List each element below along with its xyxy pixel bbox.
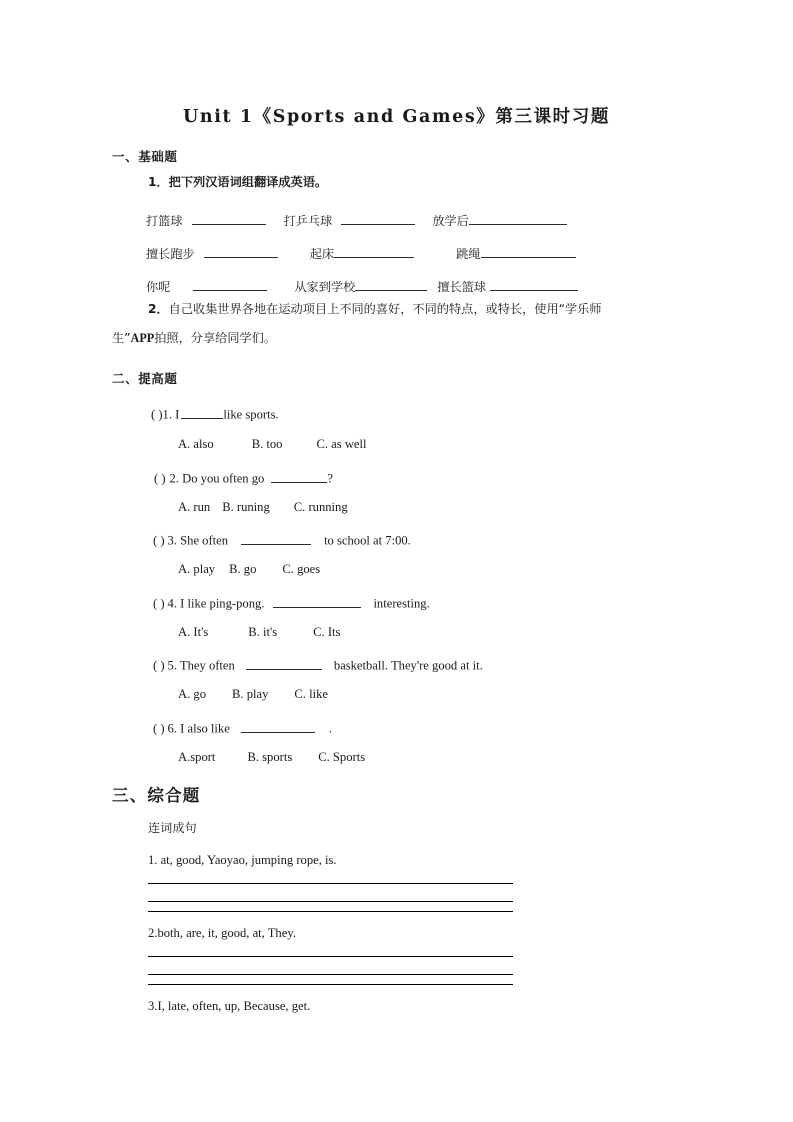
vocab-answer-blank[interactable] <box>481 246 576 258</box>
answer-line[interactable] <box>148 911 513 912</box>
option-b[interactable]: B. play <box>232 687 269 701</box>
question-blank[interactable] <box>271 470 327 483</box>
answer-line[interactable] <box>148 901 513 902</box>
scramble-sentence: 2.both, are, it, good, at, They. <box>148 926 296 940</box>
question-blank[interactable] <box>246 657 322 670</box>
answer-bracket[interactable]: ( ) <box>154 471 166 486</box>
basic-item-1-prompt: 把下列汉语词组翻译成英语。 <box>168 175 328 189</box>
vocab-answer-blank[interactable] <box>204 246 278 258</box>
vocab-answer-blank[interactable] <box>334 246 414 258</box>
answer-bracket[interactable]: ( ) <box>153 533 165 548</box>
vocab-answer-blank[interactable] <box>355 279 427 291</box>
answer-bracket[interactable]: ( ) <box>151 407 163 422</box>
option-a[interactable]: A. run <box>178 500 211 514</box>
vocab-answer-blank[interactable] <box>341 213 415 225</box>
vocab-term: 跳绳 <box>456 247 481 261</box>
answer-line[interactable] <box>148 883 513 884</box>
question-blank[interactable] <box>181 406 223 419</box>
scramble-sentence: 3.I, late, often, up, Because, get. <box>148 999 311 1013</box>
basic-item-2-number: 2． <box>148 302 169 316</box>
vocab-term: 擅长跑步 <box>146 247 195 261</box>
basic-item-2-prompt-line2-c: 拍照，分享给同学们。 <box>154 331 277 345</box>
question-row <box>154 470 333 486</box>
basic-item-1-label <box>148 176 327 189</box>
vocab-row <box>146 278 616 298</box>
vocab-answer-blank[interactable] <box>193 279 267 291</box>
option-a[interactable]: A. It's <box>178 625 209 639</box>
answer-bracket[interactable]: ( ) <box>153 658 165 673</box>
question-row <box>153 595 430 611</box>
vocab-row <box>146 245 616 265</box>
question-row <box>151 406 279 422</box>
option-b[interactable]: B. sports <box>247 750 293 764</box>
vocab-term: 打篮球 <box>146 214 183 228</box>
option-b[interactable]: B. runing <box>222 500 270 514</box>
vocab-row <box>146 212 616 232</box>
option-c[interactable]: C. Its <box>313 625 341 639</box>
answer-bracket[interactable]: ( ) <box>153 596 165 611</box>
vocab-answer-blank[interactable] <box>490 279 578 291</box>
option-row <box>178 626 340 640</box>
answer-line[interactable] <box>148 956 513 957</box>
basic-item-1-number: 1． <box>148 175 169 189</box>
option-row <box>178 501 348 515</box>
question-stem-end: basketball. They're good at it. <box>333 658 483 673</box>
question-stem: 6. I also like <box>167 721 230 736</box>
option-row <box>178 751 365 765</box>
question-stem: 2. Do you often go <box>169 471 265 486</box>
question-stem-end: like sports. <box>223 407 279 422</box>
option-row <box>178 563 320 577</box>
section-heading-improve: 二、提高题 <box>112 371 178 386</box>
section-heading-basic: 一、基础题 <box>112 149 178 164</box>
scramble-sentence: 1. at, good, Yaoyao, jumping rope, is. <box>148 853 337 867</box>
vocab-answer-blank[interactable] <box>192 213 266 225</box>
question-row <box>153 657 483 673</box>
question-blank[interactable] <box>241 720 315 733</box>
question-stem-end: . <box>328 721 332 736</box>
option-b[interactable]: B. go <box>229 562 257 576</box>
answer-line[interactable] <box>148 974 513 975</box>
comprehensive-subheading: 连词成句 <box>148 821 197 835</box>
option-c[interactable]: C. running <box>293 500 348 514</box>
question-row <box>153 720 332 736</box>
question-stem: 1. I <box>162 407 180 422</box>
vocab-answer-blank[interactable] <box>469 213 567 225</box>
option-c[interactable]: C. like <box>294 687 328 701</box>
option-c[interactable]: C. as well <box>316 437 367 451</box>
vocab-term: 擅长篮球 <box>437 280 487 294</box>
question-stem: 4. I like ping-pong. <box>167 596 265 611</box>
vocab-term: 起床 <box>309 247 335 261</box>
basic-item-2-prompt-line1: 自己收集世界各地在运动项目上不同的喜好，不同的特点，或特长，使用“学乐师 <box>168 302 602 316</box>
option-a[interactable]: A. play <box>178 562 216 576</box>
question-stem-end: interesting. <box>373 596 430 611</box>
question-stem-end: to school at 7:00. <box>324 533 411 548</box>
option-c[interactable]: C. Sports <box>318 750 366 764</box>
option-b[interactable]: B. it's <box>248 625 278 639</box>
question-stem: 3. She often <box>167 533 229 548</box>
answer-bracket[interactable]: ( ) <box>153 721 165 736</box>
question-stem-end: ? <box>327 471 333 486</box>
basic-item-2-prompt-line2-a: 生” <box>112 331 131 345</box>
vocab-term: 打乒乓球 <box>283 214 333 228</box>
option-row <box>178 688 328 702</box>
option-c[interactable]: C. goes <box>282 562 321 576</box>
vocab-term: 你呢 <box>146 280 171 294</box>
option-a[interactable]: A. also <box>178 437 214 451</box>
answer-line[interactable] <box>148 984 513 985</box>
option-a[interactable]: A.sport <box>178 750 216 764</box>
basic-item-2-line2 <box>112 332 276 345</box>
option-b[interactable]: B. too <box>251 437 283 451</box>
option-a[interactable]: A. go <box>178 687 206 701</box>
basic-item-2-line1 <box>148 303 602 316</box>
vocab-term: 放学后 <box>432 214 469 228</box>
vocab-term: 从家到学校 <box>294 280 356 294</box>
question-stem: 5. They often <box>167 658 235 673</box>
page-title: Unit 1《Sports and Games》第三课时习题 <box>183 107 610 127</box>
basic-item-2-app-label: APP <box>130 331 155 345</box>
question-row <box>153 532 411 548</box>
question-blank[interactable] <box>241 532 311 545</box>
question-blank[interactable] <box>273 595 361 608</box>
option-row <box>178 438 367 452</box>
section-heading-comprehensive: 三、综合题 <box>112 786 201 805</box>
